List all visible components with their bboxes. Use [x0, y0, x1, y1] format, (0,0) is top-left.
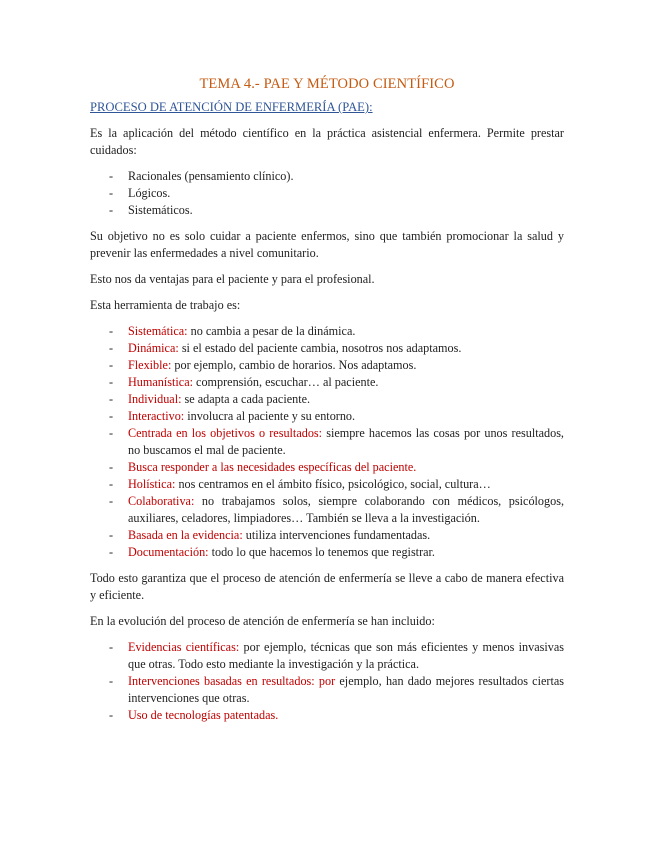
list-item: - Sistemáticos. [90, 202, 564, 219]
section-heading: PROCESO DE ATENCIÓN DE ENFERMERÍA (PAE): [90, 100, 373, 114]
list-item-text: por ejemplo, cambio de horarios. Nos adaptamos. [171, 358, 417, 372]
tool-intro-paragraph: Esta herramienta de trabajo es: [90, 298, 241, 312]
list-item-term: Dinámica: [128, 341, 179, 355]
list-item [90, 544, 564, 561]
list-item-term: Evidencias científicas: [128, 640, 240, 654]
page-title: TEMA 4.- PAE Y MÉTODO CIENTÍFICO [199, 76, 455, 92]
list-item [90, 673, 564, 707]
list-item [90, 340, 564, 357]
list-item-term: Centrada en los objetivos o resultados: [128, 426, 323, 440]
objective-paragraph: Su objetivo no es solo cuidar a paciente enfermos, sino que también promocionar la salud y prevenir las enfermedades a nivel comunitario. [90, 229, 564, 260]
list-item: - Lógicos. [90, 185, 564, 202]
guarantee-paragraph: Todo esto garantiza que el proceso de atención de enfermería se lleve a cabo de manera efectiva y eficiente. [90, 571, 564, 602]
list-item-term: Basada en la evidencia: [128, 528, 243, 542]
evolution-list [90, 639, 564, 724]
tool-characteristics-list [90, 323, 564, 561]
evolution-intro-paragraph: En la evolución del proceso de atención de enfermería se han incluido: [90, 614, 435, 628]
list-item-text: por ejemplo, técnicas que son más eficientes y menos invasivas que otras. Todo esto mediante la investigación y la práctica. [128, 640, 564, 671]
list-item [90, 459, 564, 476]
care-list [90, 168, 564, 219]
list-item-term: Holística: [128, 477, 176, 491]
list-item-term: Uso de tecnologías patentadas. [128, 708, 279, 722]
list-item [90, 425, 564, 459]
list-item [90, 391, 564, 408]
list-item-term: Intervenciones basadas en resultados: por [128, 674, 336, 688]
list-item-text: siempre hacemos las cosas por unos resultados, no buscamos el mal de paciente. [128, 426, 564, 457]
list-item [90, 408, 564, 425]
list-item [90, 476, 564, 493]
list-item-text: involucra al paciente y su entorno. [184, 409, 356, 423]
list-item [90, 374, 564, 391]
list-item-text: utiliza intervenciones fundamentadas. [242, 528, 431, 542]
intro-paragraph: Es la aplicación del método científico en la práctica asistencial enfermera. Permite prestar cuidados: [90, 126, 564, 157]
list-item-text: no trabajamos solos, siempre colaborando con médicos, psicólogos, auxiliares, celadores, limpiadores… También se lleva a la investigación. [128, 494, 564, 525]
list-item-term: Flexible: [128, 358, 172, 372]
list-item [90, 357, 564, 374]
list-item [90, 707, 564, 724]
list-item: - Racionales (pensamiento clínico). [90, 168, 564, 185]
list-item-text: si el estado del paciente cambia, nosotros nos adaptamos. [178, 341, 462, 355]
list-item-term: Humanística: [128, 375, 193, 389]
list-item-text: ejemplo, han dado mejores resultados ciertas intervenciones que otras. [128, 674, 564, 705]
list-item-text: todo lo que hacemos lo tenemos que registrar. [208, 545, 435, 559]
list-item-text: nos centramos en el ámbito físico, psicológico, social, cultura… [175, 477, 491, 491]
list-item-term: Individual: [128, 392, 182, 406]
list-item-term: Busca responder a las necesidades específicas del paciente. [128, 460, 417, 474]
list-item-text: comprensión, escuchar… al paciente. [192, 375, 379, 389]
list-item [90, 527, 564, 544]
advantages-paragraph: Esto nos da ventajas para el paciente y para el profesional. [90, 272, 375, 286]
list-item [90, 323, 564, 340]
document-body [90, 76, 564, 733]
list-item [90, 639, 564, 673]
list-item-text: no cambia a pesar de la dinámica. [187, 324, 356, 338]
list-item-term: Sistemática: [128, 324, 188, 338]
list-item-term: Interactivo: [128, 409, 185, 423]
list-item [90, 493, 564, 527]
list-item-term: Documentación: [128, 545, 209, 559]
list-item-term: Colaborativa: [128, 494, 195, 508]
list-item-text: se adapta a cada paciente. [181, 392, 311, 406]
